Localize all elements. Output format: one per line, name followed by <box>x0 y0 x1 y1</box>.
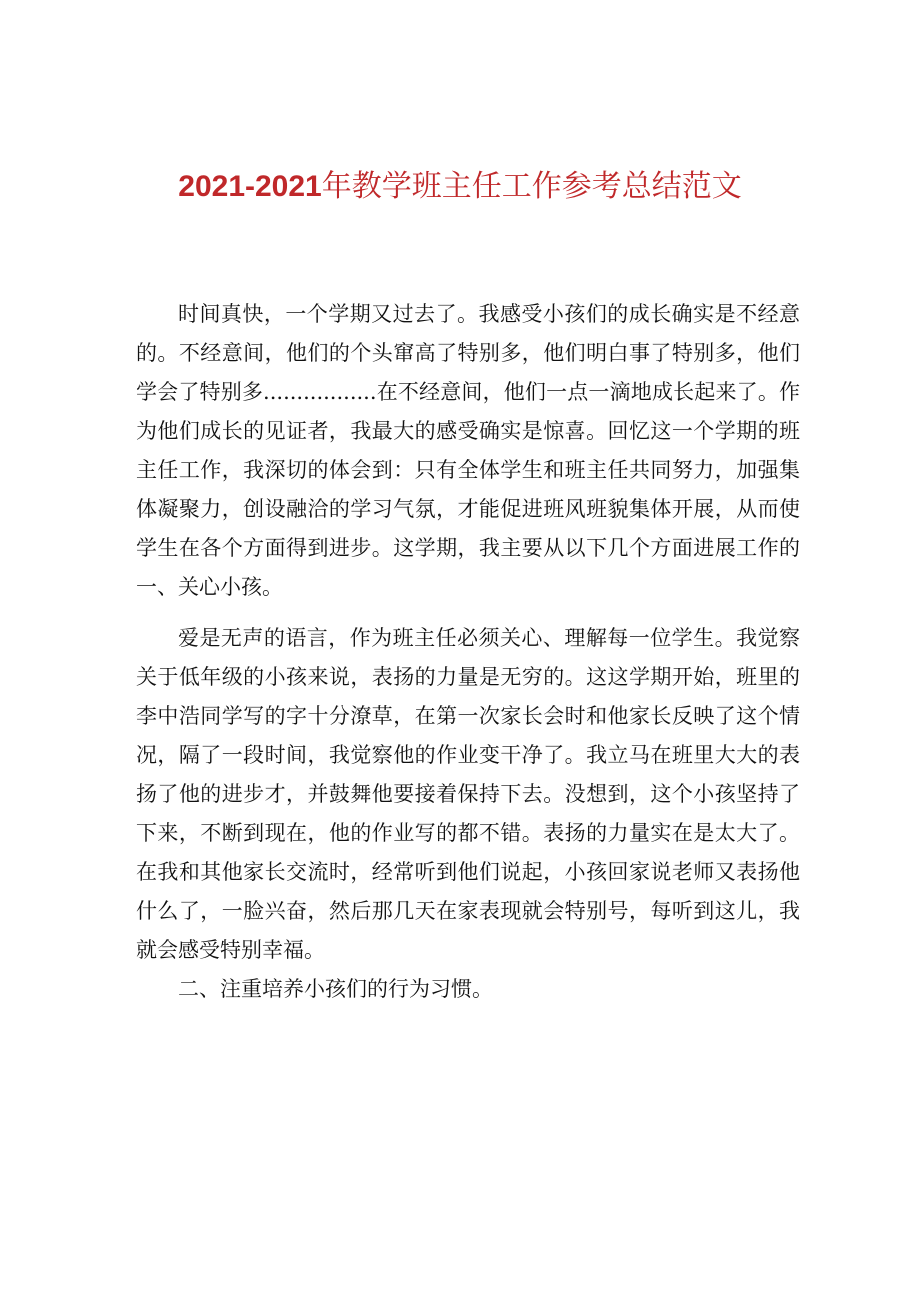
paragraph-intro: 时间真快，一个学期又过去了。我感受小孩们的成长确实是不经意的。不经意间，他们的个头窜高了特别多，他们明白事了特别多，他们学会了特别多.................在不经意间，他们一点一滴地成长起来了。作为他们成长的见证者，我最大的感受确实是惊喜。回忆这一个学期的班主任工作，我深切的体会到：只有全体学生和班主任共同努力，加强集体凝聚力，创设融洽的学习气氛，才能促进班风班貌集体开展，从而使学生在各个方面得到进步。这学期，我主要从以下几个方面进展工作的一、关心小孩。 <box>136 302 800 599</box>
paragraph-praise: 爱是无声的语言，作为班主任必须关心、理解每一位学生。我觉察关于低年级的小孩来说，表扬的力量是无穷的。这这学期开始，班里的李中浩同学写的字十分潦草，在第一次家长会时和他家长反映了这个情况，隔了一段时间，我觉察他的作业变干净了。我立马在班里大大的表扬了他的进步才，并鼓舞他要接着保持下去。没想到，这个小孩坚持了下来，不断到现在，他的作业写的都不错。表扬的力量实在是太大了。在我和其他家长交流时，经常听到他们说起，小孩回家说老师又表扬他什么了，一脸兴奋，然后那几天在家表现就会特别号，每听到这儿，我就会感受特别幸福。 <box>136 626 800 962</box>
title-text: 年教学班主任工作参考总结范文 <box>321 169 742 204</box>
document-body <box>136 295 800 1009</box>
page-title <box>0 165 920 209</box>
section-heading-habits: 二、注重培养小孩们的行为习惯。 <box>178 977 493 1001</box>
title-year: 2021-2021 <box>178 170 322 203</box>
